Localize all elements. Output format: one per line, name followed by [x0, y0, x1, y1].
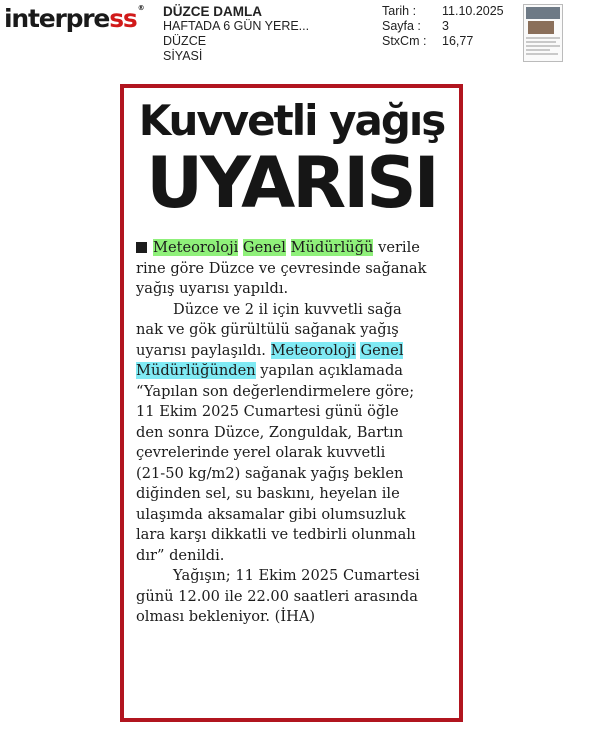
stxcm-value: 16,77 — [442, 34, 474, 48]
bullet-square-icon — [136, 242, 147, 253]
body-line: 11 Ekim 2025 Cumartesi günü öğle — [136, 403, 399, 420]
headline-line-1: Kuvvetli yağış — [138, 96, 445, 145]
body-text: yapılan açıklamada — [255, 362, 403, 379]
body-text: verile — [373, 239, 420, 256]
tarih-value: 11.10.2025 — [442, 4, 504, 18]
category-label: SİYASİ — [163, 49, 203, 63]
highlight-term: Meteoroloji — [270, 341, 356, 359]
stxcm-row — [382, 34, 474, 49]
body-line: yağış uyarısı yapıldı. — [136, 280, 289, 297]
body-line: dır” denildi. — [136, 546, 225, 564]
body-line: diğinden sel, su baskını, heyelan ile — [136, 485, 400, 502]
thumbnail-text-line — [526, 45, 560, 47]
article-body — [136, 238, 452, 628]
sayfa-value: 3 — [442, 19, 449, 33]
highlight-term: Müdürlüğünden — [136, 362, 256, 379]
city-label: DÜZCE — [163, 34, 207, 48]
highlight-term: Meteoroloji — [153, 239, 239, 256]
clipping-meta — [163, 4, 309, 64]
body-line: rine göre Düzce ve çevresinde sağanak — [136, 259, 427, 277]
publication-name: DÜZCE DAMLA — [163, 4, 262, 19]
thumbnail-text-line — [526, 53, 558, 55]
body-line: (21-50 kg/m2) sağanak yağış beklen — [136, 464, 404, 482]
sayfa-label: Sayfa : — [382, 19, 421, 33]
registered-mark: ® — [137, 4, 145, 12]
body-line: çevrelerinde yerel olarak kuvvetli — [136, 444, 386, 461]
thumbnail-text-line — [526, 41, 556, 43]
thumbnail-photo — [528, 21, 554, 34]
page-thumbnail[interactable] — [523, 4, 563, 62]
body-line — [136, 341, 452, 362]
body-line: lara karşı dikkatli ve tedbirli olunmalı — [136, 526, 416, 543]
body-line — [136, 361, 452, 382]
headline-short: HAFTADA 6 GÜN YERE... — [163, 19, 310, 33]
article-clipping — [120, 84, 463, 722]
logo-accent: ss — [109, 4, 137, 33]
body-line: “Yapılan son değerlendirmelere göre; — [136, 382, 415, 400]
tarih-label: Tarih : — [382, 4, 417, 18]
headline-line-2: UYARISI — [146, 142, 437, 224]
body-line: olması bekleniyor. (İHA) — [136, 608, 316, 625]
body-line — [136, 238, 452, 259]
thumbnail-photo — [526, 7, 560, 19]
body-line: günü 12.00 ile 22.00 saatleri arasında — [136, 587, 418, 605]
body-line: Düzce ve 2 il için kuvvetli sağa — [173, 300, 402, 318]
body-text: uyarısı paylaşıldı. — [136, 341, 271, 359]
thumbnail-text-line — [526, 37, 560, 39]
highlight-term: Genel — [242, 239, 286, 256]
body-line: ulaşımda aksamalar gibi olumsuzluk — [136, 505, 406, 523]
body-line: nak ve gök gürültülü sağanak yağış — [136, 321, 399, 338]
clipping-info — [382, 4, 504, 49]
body-line: den sonra Düzce, Zonguldak, Bartın — [136, 423, 404, 441]
stxcm-label: StxCm : — [382, 34, 427, 48]
logo-text: interpre — [4, 4, 110, 33]
thumbnail-text-line — [526, 49, 550, 51]
tarih-row — [382, 4, 504, 19]
highlight-term: Genel — [360, 341, 404, 359]
highlight-term: Müdürlüğü — [290, 239, 374, 256]
interpress-logo — [4, 4, 145, 33]
sayfa-row — [382, 19, 449, 34]
body-line: Yağışın; 11 Ekim 2025 Cumartesi — [173, 567, 420, 584]
